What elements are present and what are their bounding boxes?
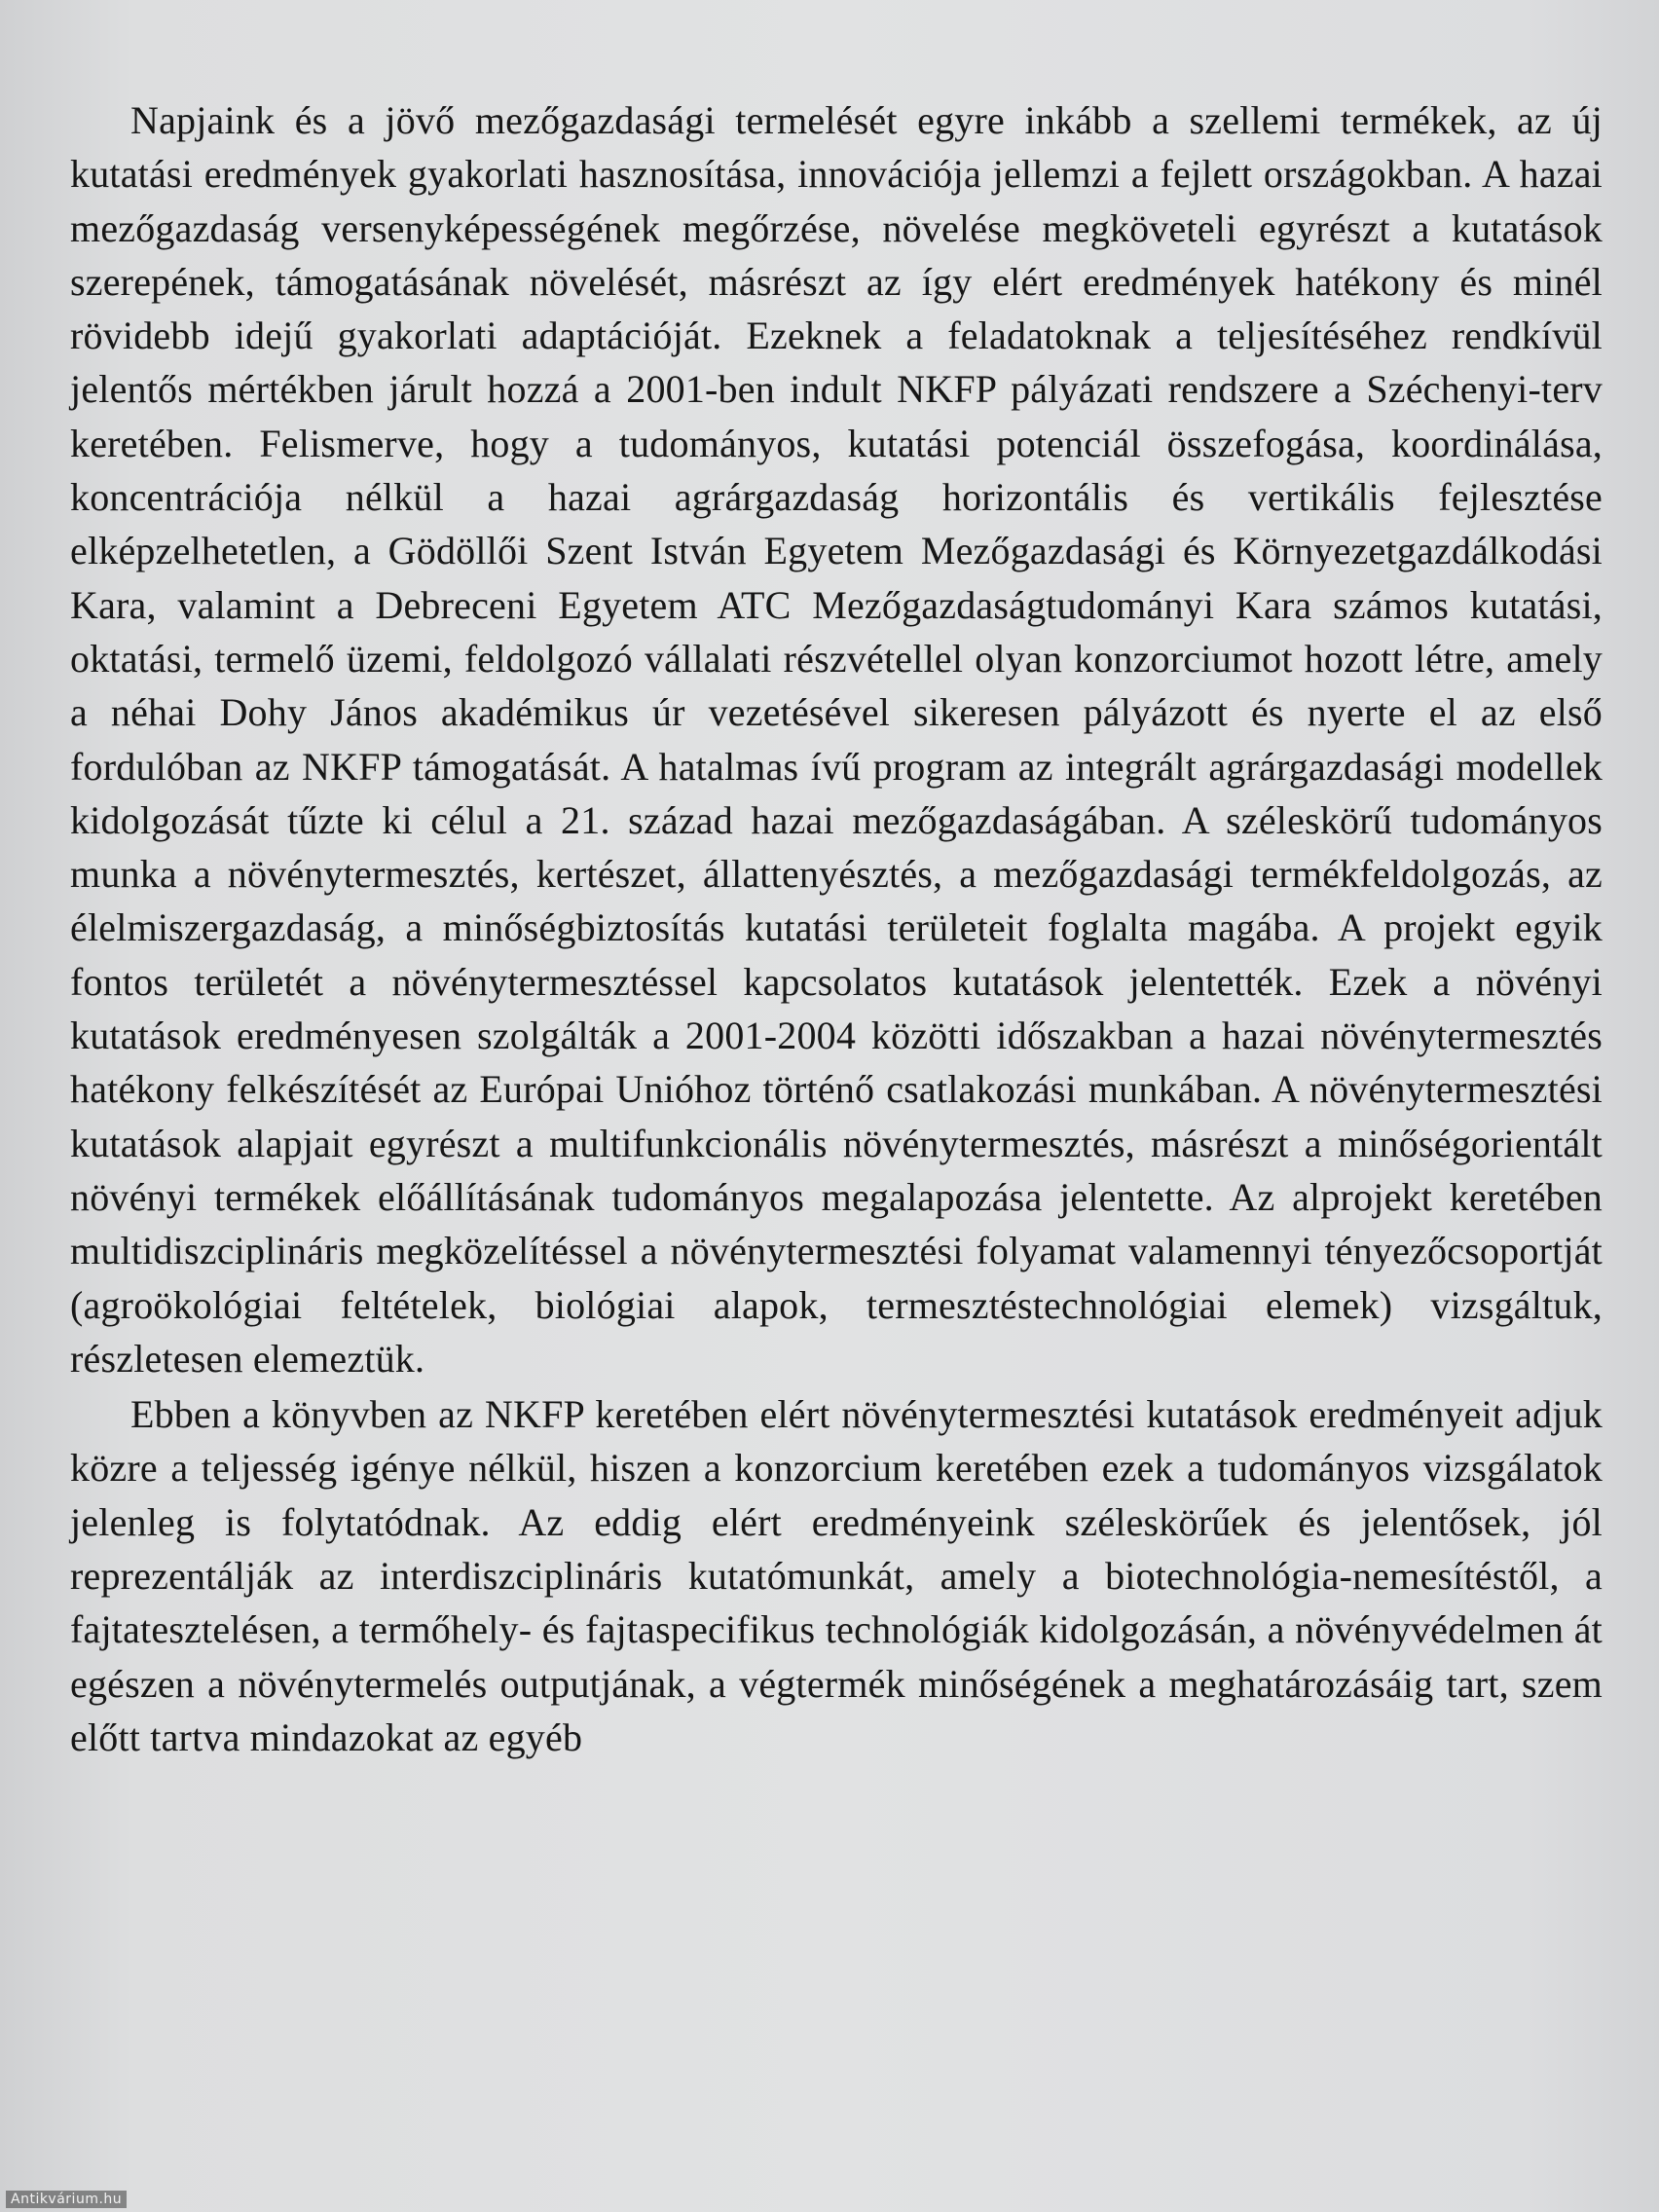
show-through-texture xyxy=(0,0,1659,97)
body-text xyxy=(70,93,1603,1764)
paragraph-2: Ebben a könyvben az NKFP keretében elért növénytermesztési kutatások eredményeit adjuk közre a teljesség igénye nélkül, hiszen a konzorcium keretében ezek a tudományos vizsgálatok jelenleg is folytatódnak. Az eddig elért eredményeink széleskörűek és jelentősek, jól reprezentálják az interdiszciplináris kutatómunkát, amely a biotechnológia-nemesítéstől, a fajtatesztelésen, a termőhely- és fajtaspecifikus technológiák kidolgozásán, a növényvédelmen át egészen a növénytermelés outputjának, a végtermék minőségének a meghatározásáig tart, szem előtt tartva mindazokat az egyéb xyxy=(70,1392,1603,1759)
paragraph-1: Napjaink és a jövő mezőgazdasági termelését egyre inkább a szellemi termékek, az új kutatási eredmények gyakorlati hasznosítása, innovációja jellemzi a fejlett országokban. A hazai mezőgazdaság versenyképességének megőrzése, növelése megköveteli egyrészt a kutatások szerepének, támogatásának növelését, másrészt az így elért eredmények hatékony és minél rövidebb idejű gyakorlati adaptációját. Ezeknek a feladatoknak a teljesítéséhez rendkívül jelentős mértékben járult hozzá a 2001-ben indult NKFP pályázati rendszere a Széchenyi-terv keretében. Felismerve, hogy a tudományos, kutatási potenciál összefogása, koordinálása, koncentrációja nélkül a hazai agrárgazdaság horizontális és vertikális fejlesztése elképzelhetetlen, a Gödöllői Szent István Egyetem Mezőgazdasági és Környezetgazdálkodási Kara, valamint a Debreceni Egyetem ATC Mezőgazdaságtudományi Kara számos kutatási, oktatási, termelő üzemi, feldolgozó vállalati részvétellel olyan konzorciumot hozott létre, amely a néhai Dohy János akadémikus úr vezetésével sikeresen pályázott és nyerte el az első fordulóban az NKFP támogatását. A hatalmas ívű program az integrált agrárgazdasági modellek kidolgozását tűzte ki célul a 21. század hazai mezőgazdaságában. A széleskörű tudományos munka a növénytermesztés, kertészet, állattenyésztés, a mezőgazdasági termékfeldolgozás, az élelmiszergazdaság, a minőségbiztosítás kutatási területeit foglalta magába. A projekt egyik fontos területét a növénytermesztéssel kapcsolatos kutatások jelentették. Ezek a növényi kutatások eredményesen szolgálták a 2001-2004 közötti időszakban a hazai növénytermesztés hatékony felkészítését az Európai Unióhoz történő csatlakozási munkában. A növénytermesztési kutatások alapjait egyrészt a multifunkcionális növénytermesztés, másrészt a minőségorientált növényi termékek előállításának tudományos megalapozása jelentette. Az alprojekt keretében multidiszciplináris megközelítéssel a növénytermesztési folyamat valamennyi tényezőcsoportját (agroökológiai feltételek, biológiai alapok, termesztéstechnológiai elemek) vizsgáltuk, részletesen elemeztük. xyxy=(70,98,1603,1381)
watermark: Antikvárium.hu xyxy=(6,2191,127,2208)
